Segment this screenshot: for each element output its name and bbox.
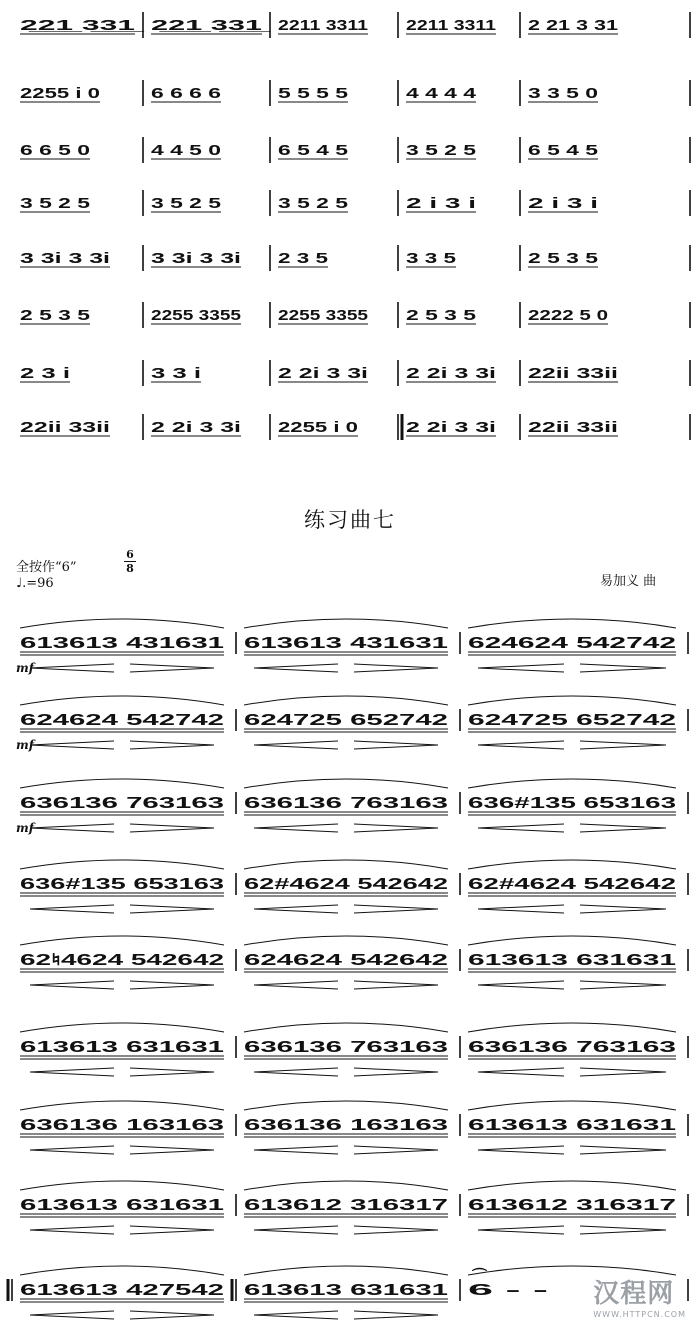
fingering-note (16, 556, 77, 575)
slur (244, 860, 448, 869)
crescendo-hairpin (478, 981, 564, 989)
measure-notes: 613612 316317 (244, 1197, 449, 1214)
slur (468, 779, 676, 788)
crescendo-hairpin (478, 1226, 564, 1234)
crescendo-hairpin (478, 1068, 564, 1076)
decrescendo-hairpin (580, 664, 666, 672)
decrescendo-hairpin (580, 981, 666, 989)
crescendo-hairpin (30, 1311, 114, 1319)
tempo-marking: ♩.=96 (16, 576, 54, 591)
fingering-text: 全按作“6” (16, 560, 77, 575)
decrescendo-hairpin (130, 1068, 214, 1076)
crescendo-hairpin (254, 1311, 338, 1319)
dynamic-mf: mf (16, 661, 34, 675)
slur (244, 1266, 448, 1275)
measure-notes: 2255 3355 (151, 307, 241, 324)
slur (20, 1023, 224, 1032)
measure-notes: 3 5 2 5 (278, 195, 348, 212)
decrescendo-hairpin (580, 1068, 666, 1076)
decrescendo-hairpin (354, 1068, 438, 1076)
measure-notes: 636136 763163 (468, 1039, 677, 1056)
measure-notes: 624725 652742 (468, 712, 677, 729)
slur (468, 936, 676, 945)
decrescendo-hairpin (354, 905, 438, 913)
slur (468, 1101, 676, 1110)
measure-notes: 2̲2̲1̲ 3̲3̲1̲ (20, 17, 146, 34)
measure-notes: 636136 163163 (20, 1117, 225, 1134)
measure-notes: 613613 431631 (244, 635, 449, 652)
slur (468, 619, 676, 628)
measure-notes: 62#4624 542642 (244, 876, 449, 893)
measure-notes: 5 5 5 5 (278, 85, 348, 102)
measure-notes: 636136 763163 (244, 795, 449, 812)
measure-notes: 2 2i 3 3i (151, 419, 241, 436)
decrescendo-hairpin (580, 824, 666, 832)
measure-notes: 2 2i 3 3i (406, 419, 496, 436)
decrescendo-hairpin (580, 1146, 666, 1154)
measure-notes: 2211 3311 (406, 17, 496, 34)
measure-notes: 3 3i 3 3i (20, 250, 110, 267)
slur (244, 1023, 448, 1032)
fermata: ⌒ (472, 1268, 488, 1285)
crescendo-hairpin (254, 664, 338, 672)
crescendo-hairpin (478, 824, 564, 832)
slur (20, 1101, 224, 1110)
decrescendo-hairpin (580, 905, 666, 913)
measure-notes: 2255 i 0 (278, 419, 358, 436)
dynamic-mf: mf (16, 821, 34, 835)
time-signature-denominator: 8 (126, 562, 134, 575)
decrescendo-hairpin (354, 741, 438, 749)
measure-notes: 2 5 3 5 (528, 250, 598, 267)
watermark-brand: 汉程网 (593, 1279, 675, 1309)
measure-notes: 6 - - (468, 1282, 548, 1299)
slur (468, 1181, 676, 1190)
composer-credit: 易加义 曲 (600, 574, 657, 589)
crescendo-hairpin (254, 1146, 338, 1154)
decrescendo-hairpin (580, 1226, 666, 1234)
measure-notes: 6 5 4 5 (278, 142, 348, 159)
measure-notes: 636136 163163 (244, 1117, 449, 1134)
crescendo-hairpin (30, 1146, 114, 1154)
slur (244, 1181, 448, 1190)
crescendo-hairpin (478, 1146, 564, 1154)
measure-notes: 2255 3355 (278, 307, 368, 324)
slur (244, 779, 448, 788)
measure-notes: 636136 763163 (244, 1039, 449, 1056)
measure-notes: 4 4 4 4 (406, 85, 477, 102)
decrescendo-hairpin (354, 664, 438, 672)
time-signature (124, 548, 136, 575)
measure-notes: 6 6 6 6 (151, 85, 221, 102)
slur (468, 860, 676, 869)
decrescendo-hairpin (130, 741, 214, 749)
measure-notes: 613612 316317 (468, 1197, 677, 1214)
decrescendo-hairpin (354, 1311, 438, 1319)
measure-notes: 613613 631631 (468, 952, 677, 969)
measure-notes: 2 2i 3 3i (406, 365, 496, 382)
slur (244, 1101, 448, 1110)
measure-notes: 2222 5 0 (528, 307, 608, 324)
slur (468, 696, 676, 705)
crescendo-hairpin (30, 824, 114, 832)
slur (468, 1023, 676, 1032)
decrescendo-hairpin (354, 1226, 438, 1234)
measure-notes: 636#135 653163 (20, 876, 225, 893)
measure-notes: 2 3 i (20, 365, 70, 382)
crescendo-hairpin (254, 824, 338, 832)
decrescendo-hairpin (130, 1226, 214, 1234)
crescendo-hairpin (30, 1226, 114, 1234)
crescendo-hairpin (30, 905, 114, 913)
measure-notes: 3 3 i (151, 365, 201, 382)
crescendo-hairpin (254, 1068, 338, 1076)
crescendo-hairpin (30, 1068, 114, 1076)
measure-notes: 22ii 33ii (528, 365, 618, 382)
piece-title: 练习曲七 (304, 508, 396, 532)
measure-notes: 636136 763163 (20, 795, 225, 812)
crescendo-hairpin (254, 905, 338, 913)
measure-notes: 6 6 5 0 (20, 142, 90, 159)
decrescendo-hairpin (354, 1146, 438, 1154)
slur (20, 1181, 224, 1190)
measure-notes: 613613 427542 (20, 1282, 225, 1299)
decrescendo-hairpin (130, 905, 214, 913)
slur (20, 860, 224, 869)
slur (20, 936, 224, 945)
crescendo-hairpin (30, 664, 114, 672)
measure-notes: 2 21 3 31 (528, 17, 618, 34)
watermark (593, 1273, 686, 1319)
measure-notes: 624725 652742 (244, 712, 449, 729)
measure-notes: 613613 431631 (20, 635, 225, 652)
decrescendo-hairpin (130, 1146, 214, 1154)
measure-notes: 3 3 5 (406, 250, 456, 267)
measure-notes: 2 2i 3 3i (278, 365, 368, 382)
measure-notes: 22ii 33ii (528, 419, 618, 436)
measure-notes: 22ii 33ii (20, 419, 110, 436)
measure-notes: 613613 631631 (468, 1117, 677, 1134)
measure-notes: 4 4 5 0 (151, 142, 221, 159)
crescendo-hairpin (30, 741, 114, 749)
crescendo-hairpin (254, 981, 338, 989)
measure-notes: 2 5 3 5 (20, 307, 90, 324)
slur (20, 1266, 224, 1275)
slur (20, 696, 224, 705)
crescendo-hairpin (478, 905, 564, 913)
measure-notes: 613613 631631 (244, 1282, 449, 1299)
measure-notes: 3 5 2 5 (20, 195, 90, 212)
dynamic-mf: mf (16, 738, 34, 752)
measure-notes: 2 i 3 i (406, 195, 476, 212)
measure-notes: 2 i 3 i (528, 195, 598, 212)
crescendo-hairpin (30, 981, 114, 989)
decrescendo-hairpin (130, 824, 214, 832)
slur (244, 696, 448, 705)
measure-notes: 613613 631631 (20, 1039, 225, 1056)
measure-notes: 62#4624 542642 (468, 876, 677, 893)
slur (244, 619, 448, 628)
slur (244, 936, 448, 945)
slur (20, 619, 224, 628)
measure-notes: 2̲2̲1̲ 3̲3̲1̲ (151, 17, 273, 34)
measure-notes: 624624 542742 (468, 635, 677, 652)
measure-notes: 6 5 4 5 (528, 142, 598, 159)
measure-notes: 2 3 5 (278, 250, 328, 267)
measure-notes: 613613 631631 (20, 1197, 225, 1214)
measure-notes: 3 3i 3 3i (151, 250, 241, 267)
measure-notes: 624624 542642 (244, 952, 449, 969)
crescendo-hairpin (478, 664, 564, 672)
slur (20, 779, 224, 788)
measure-notes: 3 5 2 5 (406, 142, 476, 159)
time-signature-numerator: 6 (124, 548, 136, 562)
decrescendo-hairpin (580, 741, 666, 749)
crescendo-hairpin (254, 1226, 338, 1234)
crescendo-hairpin (478, 741, 564, 749)
decrescendo-hairpin (130, 664, 214, 672)
decrescendo-hairpin (354, 824, 438, 832)
measure-notes: 3 5 2 5 (151, 195, 221, 212)
crescendo-hairpin (254, 741, 338, 749)
measure-notes: 2255 i 0 (20, 85, 100, 102)
decrescendo-hairpin (130, 1311, 214, 1319)
measure-notes: 636#135 653163 (468, 795, 677, 812)
decrescendo-hairpin (130, 981, 214, 989)
measure-notes: 62♮4624 542642 (20, 952, 225, 969)
watermark-url: WWW.HTTPCN.COM (593, 1310, 686, 1319)
measure-notes: 624624 542742 (20, 712, 225, 729)
measure-notes: 2 5 3 5 (406, 307, 476, 324)
measure-notes: 3 3 5 0 (528, 85, 598, 102)
measure-notes: 2211 3311 (278, 17, 368, 34)
decrescendo-hairpin (354, 981, 438, 989)
